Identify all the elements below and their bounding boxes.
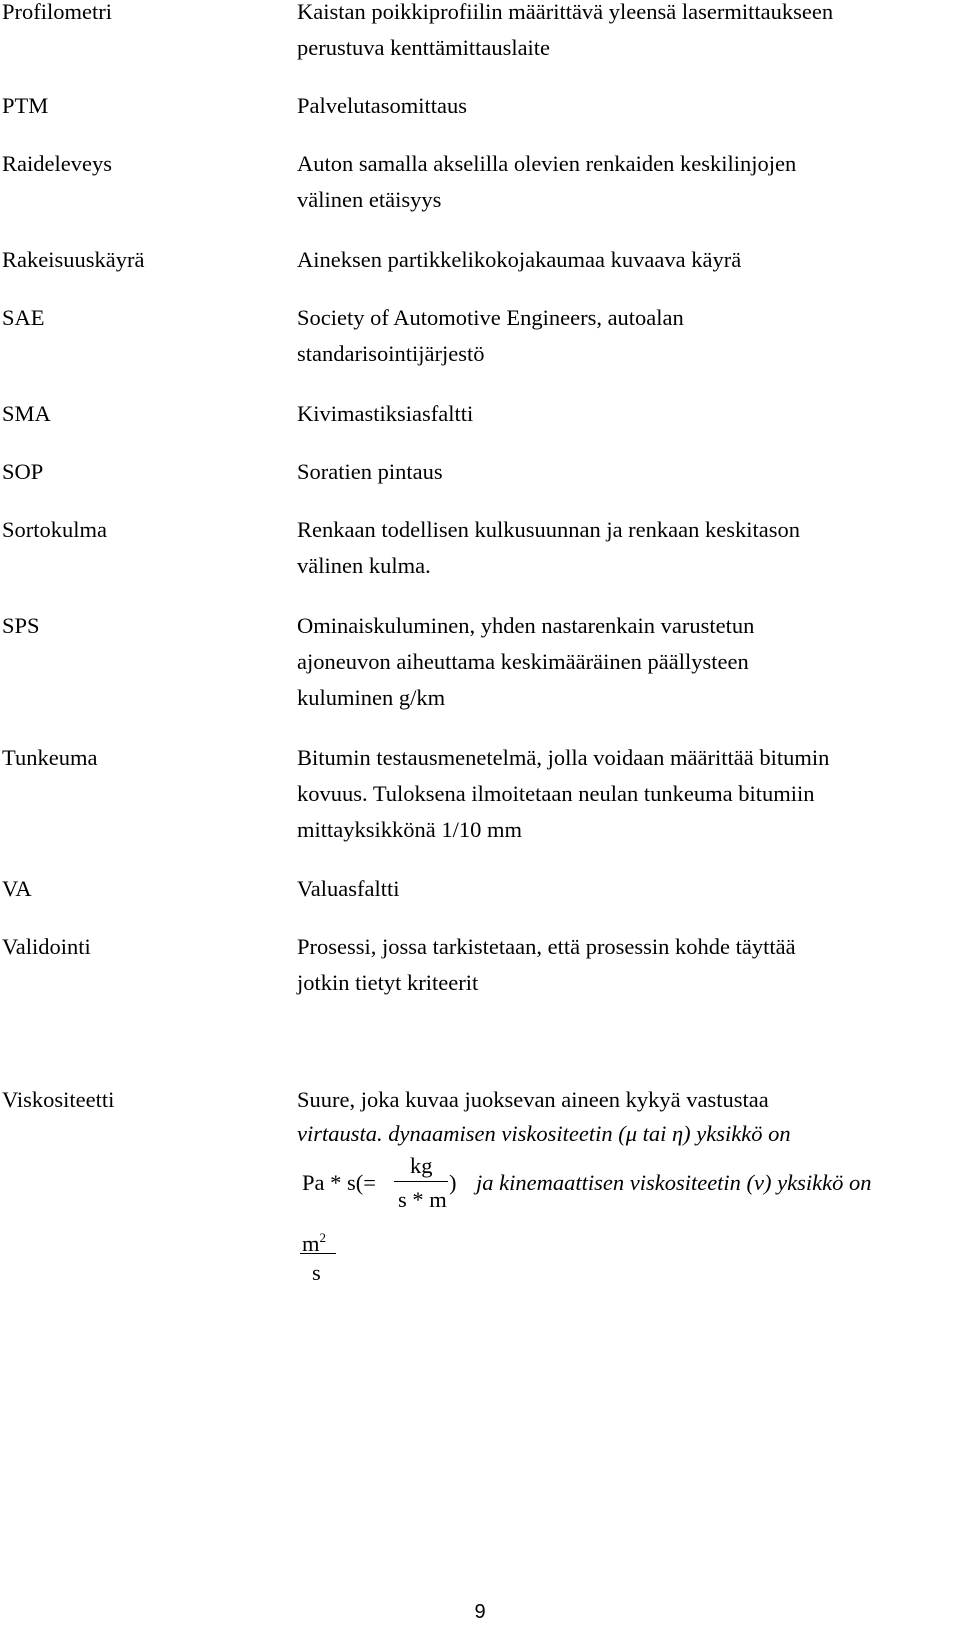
definition-line: Auton samalla akselilla olevien renkaiden keskilinjojen xyxy=(297,151,797,176)
definition-line: Renkaan todellisen kulkusuunnan ja renkaan keskitason xyxy=(297,517,800,542)
definition-line: Valuasfaltti xyxy=(297,876,400,901)
term-sma: SMA xyxy=(2,401,51,426)
definition-line: Kaistan poikkiprofiilin määrittävä yleensä lasermittaukseen xyxy=(297,0,834,24)
kinematic-text: ja kinemaattisen viskositeetin (v) yksikkö on xyxy=(476,1170,872,1195)
definition-line: standarisointijärjestö xyxy=(297,341,485,366)
definition-line: Prosessi, jossa tarkistetaan, että prosessin kohde täyttää xyxy=(297,934,796,959)
unit-pa-s-prefix: Pa * s(= xyxy=(302,1170,376,1195)
term-sps: SPS xyxy=(2,613,40,638)
definition-line: kovuus. Tuloksena ilmoitetaan neulan tunkeuma bitumiin xyxy=(297,781,815,806)
page-number: 9 xyxy=(474,1601,486,1623)
term-tunkeuma: Tunkeuma xyxy=(2,745,98,770)
definition-line: kuluminen g/km xyxy=(297,685,446,710)
term-validointi: Validointi xyxy=(2,934,91,959)
kinematic-fraction-bar xyxy=(300,1253,336,1254)
definition-line: jotkin tietyt kriteerit xyxy=(297,970,479,995)
term-ptm: PTM xyxy=(2,93,49,118)
definition-line: Soratien pintaus xyxy=(297,459,443,484)
fraction-numerator-kg: kg xyxy=(410,1153,433,1178)
kinematic-denominator: s xyxy=(312,1260,321,1285)
unit-suffix: ) xyxy=(449,1170,457,1195)
term-viskositeetti: Viskositeetti xyxy=(2,1087,115,1112)
definition-line: Kivimastiksiasfaltti xyxy=(297,401,474,426)
definition-line: perustuva kenttämittauslaite xyxy=(297,35,551,60)
kinematic-numerator: $m^2$ xyxy=(302,1230,327,1256)
term-sortokulma: Sortokulma xyxy=(2,517,107,542)
kinematic-exponent: 2 xyxy=(319,1230,327,1245)
fraction-denominator-sm: s * m xyxy=(398,1187,447,1212)
term-sae: SAE xyxy=(2,305,45,330)
term-raideleveys: Raideleveys xyxy=(2,151,112,176)
definition-line: ajoneuvon aiheuttama keskimääräinen päällysteen xyxy=(297,649,749,674)
definition-line: välinen kulma. xyxy=(297,553,431,578)
definition-line: Aineksen partikkelikokojakaumaa kuvaava käyrä xyxy=(297,247,742,272)
definition-line: Bitumin testausmenetelmä, jolla voidaan määrittää bitumin xyxy=(297,745,830,770)
term-va: VA xyxy=(2,876,32,901)
definition-line: välinen etäisyys xyxy=(297,187,442,212)
term-profilometri: Profilometri xyxy=(2,0,112,24)
definition-line: Suure, joka kuvaa juoksevan aineen kykyä vastustaa xyxy=(297,1087,769,1112)
definition-line: Society of Automotive Engineers, autoalan xyxy=(297,305,684,330)
definition-line: Palvelutasomittaus xyxy=(297,93,467,118)
term-sop: SOP xyxy=(2,459,44,484)
definition-line: virtausta. dynaamisen viskositeetin (μ tai η) yksikkö on xyxy=(297,1121,791,1146)
fraction-bar xyxy=(394,1181,448,1182)
term-rakeisuuskayra: Rakeisuuskäyrä xyxy=(2,247,145,272)
definition-line: Ominaiskuluminen, yhden nastarenkain varustetun xyxy=(297,613,755,638)
definition-line: mittayksikkönä 1/10 mm xyxy=(297,817,522,842)
